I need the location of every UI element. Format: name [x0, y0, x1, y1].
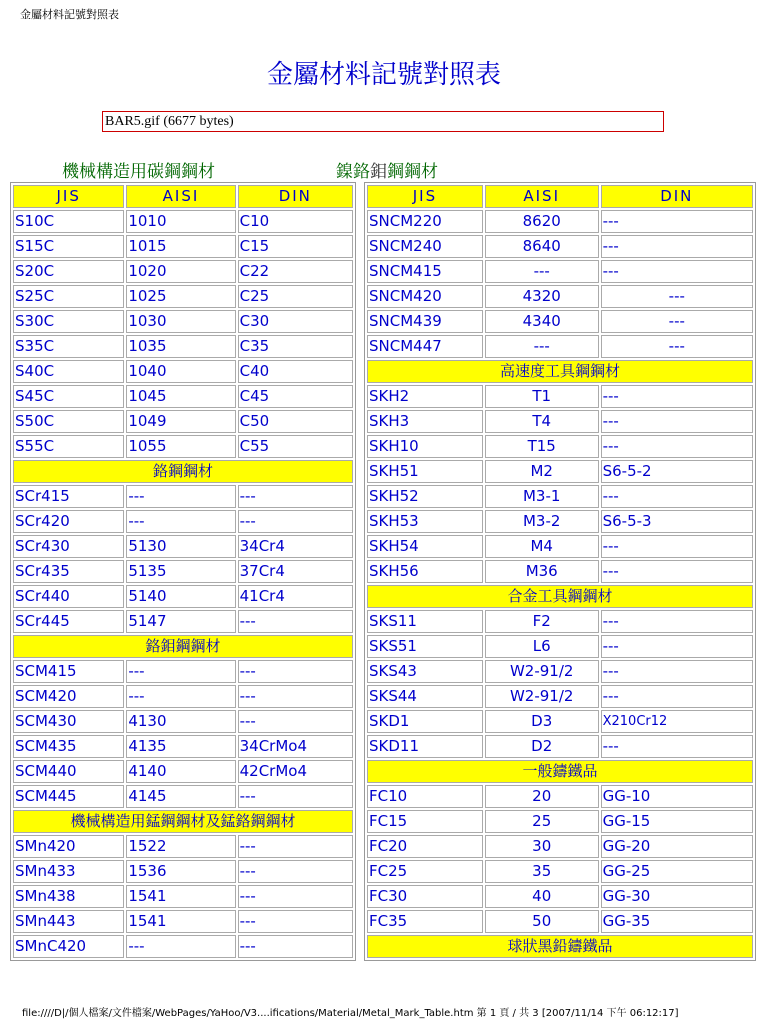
aisi-cell: ---	[126, 685, 235, 708]
column-header: DIN	[238, 185, 353, 208]
table-row	[13, 785, 353, 808]
aisi-cell: 1015	[126, 235, 235, 258]
table-row	[13, 610, 353, 633]
aisi-cell: 1541	[126, 885, 235, 908]
aisi-cell: 8640	[485, 235, 599, 258]
aisi-cell: 1040	[126, 360, 235, 383]
din-cell: C22	[238, 260, 353, 283]
section-header: 合金工具鋼鋼材	[367, 585, 753, 608]
din-cell: ---	[238, 510, 353, 533]
jis-cell: SCM415	[13, 660, 124, 683]
din-cell: ---	[601, 660, 753, 683]
din-cell: ---	[601, 685, 753, 708]
jis-cell: SCr430	[13, 535, 124, 558]
jis-cell: SKD11	[367, 735, 483, 758]
aisi-cell: 1049	[126, 410, 235, 433]
jis-cell: SCM430	[13, 710, 124, 733]
aisi-cell: 1055	[126, 435, 235, 458]
aisi-cell: 20	[485, 785, 599, 808]
din-cell: GG-30	[601, 885, 753, 908]
aisi-cell: 4140	[126, 760, 235, 783]
din-cell: ---	[238, 885, 353, 908]
din-cell: ---	[238, 835, 353, 858]
din-cell: C50	[238, 410, 353, 433]
din-cell: ---	[238, 910, 353, 933]
table-row	[13, 910, 353, 933]
jis-cell: SKH10	[367, 435, 483, 458]
title-part-ni: 鎳	[336, 162, 353, 182]
jis-cell: SKH3	[367, 410, 483, 433]
jis-cell: S40C	[13, 360, 124, 383]
table-header-row	[367, 185, 753, 208]
table-row	[13, 485, 353, 508]
din-cell: C35	[238, 335, 353, 358]
left-section-title: 機械構造用碳鋼鋼材	[62, 162, 215, 182]
din-cell: ---	[601, 385, 753, 408]
aisi-cell: F2	[485, 610, 599, 633]
din-cell: ---	[601, 485, 753, 508]
aisi-cell: 35	[485, 860, 599, 883]
table-row	[13, 435, 353, 458]
aisi-cell: 5135	[126, 560, 235, 583]
din-cell: ---	[601, 410, 753, 433]
jis-cell: SKH2	[367, 385, 483, 408]
aisi-cell: ---	[485, 260, 599, 283]
aisi-cell: ---	[485, 335, 599, 358]
din-cell: X210Cr12	[601, 710, 753, 733]
aisi-cell: M4	[485, 535, 599, 558]
broken-image-placeholder: BAR5.gif (6677 bytes)	[102, 111, 664, 132]
din-cell: C10	[238, 210, 353, 233]
jis-cell: SCM420	[13, 685, 124, 708]
jis-cell: S35C	[13, 335, 124, 358]
table-row	[367, 460, 753, 483]
din-cell: ---	[601, 735, 753, 758]
section-header: 機械構造用錳鋼鋼材及錳鉻鋼鋼材	[13, 810, 353, 833]
jis-cell: S45C	[13, 385, 124, 408]
table-row	[367, 735, 753, 758]
din-cell: 42CrMo4	[238, 760, 353, 783]
aisi-cell: 4135	[126, 735, 235, 758]
jis-cell: S15C	[13, 235, 124, 258]
aisi-cell: 25	[485, 810, 599, 833]
jis-cell: SKD1	[367, 710, 483, 733]
section-header-row	[367, 585, 753, 608]
table-row	[13, 410, 353, 433]
jis-cell: SMn438	[13, 885, 124, 908]
table-row	[367, 660, 753, 683]
aisi-cell: 4145	[126, 785, 235, 808]
din-cell: ---	[601, 635, 753, 658]
jis-cell: SNCM220	[367, 210, 483, 233]
column-header: JIS	[13, 185, 124, 208]
din-cell: ---	[601, 560, 753, 583]
din-cell: C45	[238, 385, 353, 408]
table-row	[13, 685, 353, 708]
din-cell: 34Cr4	[238, 535, 353, 558]
table-row	[367, 635, 753, 658]
jis-cell: S30C	[13, 310, 124, 333]
table-row	[13, 535, 353, 558]
table-row	[367, 910, 753, 933]
section-header: 球狀黑鉛鑄鐵品	[367, 935, 753, 958]
din-cell: ---	[238, 610, 353, 633]
table-row	[367, 610, 753, 633]
jis-cell: SKS44	[367, 685, 483, 708]
aisi-cell: 1010	[126, 210, 235, 233]
din-cell: C30	[238, 310, 353, 333]
section-header: 一般鑄鐵品	[367, 760, 753, 783]
jis-cell: S10C	[13, 210, 124, 233]
section-header-row	[367, 760, 753, 783]
page-title: 金屬材料記號對照表	[266, 60, 501, 90]
jis-cell: SKH52	[367, 485, 483, 508]
aisi-cell: 50	[485, 910, 599, 933]
aisi-cell: M2	[485, 460, 599, 483]
jis-cell: S20C	[13, 260, 124, 283]
table-row	[13, 260, 353, 283]
section-header-row	[367, 935, 753, 958]
table-row	[13, 760, 353, 783]
din-cell: ---	[238, 710, 353, 733]
aisi-cell: 4340	[485, 310, 599, 333]
section-header-row	[13, 810, 353, 833]
aisi-cell: M36	[485, 560, 599, 583]
din-cell: ---	[601, 260, 753, 283]
aisi-cell: D2	[485, 735, 599, 758]
aisi-cell: T4	[485, 410, 599, 433]
jis-cell: FC25	[367, 860, 483, 883]
table-row	[13, 510, 353, 533]
din-cell: GG-20	[601, 835, 753, 858]
jis-cell: FC20	[367, 835, 483, 858]
table-row	[13, 660, 353, 683]
table-row	[367, 235, 753, 258]
table-row	[367, 260, 753, 283]
aisi-cell: 1030	[126, 310, 235, 333]
browser-print-footer: file:////D|/個人檔案/文件檔案/WebPages/YaHoo/V3....ifications/Material/Metal_Mark_Table.htm 第 1 頁 / 共 3 [2007/11/14 下午 06:12:17]	[22, 1008, 679, 1019]
jis-cell: SKH51	[367, 460, 483, 483]
table-row	[367, 785, 753, 808]
jis-cell: SCr420	[13, 510, 124, 533]
aisi-cell: 1020	[126, 260, 235, 283]
jis-cell: SMn433	[13, 860, 124, 883]
aisi-cell: ---	[126, 660, 235, 683]
din-cell: ---	[238, 660, 353, 683]
aisi-cell: T15	[485, 435, 599, 458]
table-header-row	[13, 185, 353, 208]
jis-cell: SCr435	[13, 560, 124, 583]
din-cell: ---	[601, 210, 753, 233]
browser-print-header: 金屬材料記號對照表	[20, 8, 119, 21]
jis-cell: SMn420	[13, 835, 124, 858]
aisi-cell: 1522	[126, 835, 235, 858]
table-row	[367, 510, 753, 533]
jis-cell: SNCM240	[367, 235, 483, 258]
table-row	[367, 410, 753, 433]
jis-cell: SNCM439	[367, 310, 483, 333]
table-row	[13, 835, 353, 858]
din-cell: ---	[601, 535, 753, 558]
jis-cell: SNCM415	[367, 260, 483, 283]
table-row	[13, 210, 353, 233]
din-cell: ---	[238, 485, 353, 508]
din-cell: ---	[238, 685, 353, 708]
jis-cell: SKH56	[367, 560, 483, 583]
aisi-cell: 1536	[126, 860, 235, 883]
aisi-cell: 1045	[126, 385, 235, 408]
section-header-row	[13, 635, 353, 658]
aisi-cell: ---	[126, 485, 235, 508]
jis-cell: SCM435	[13, 735, 124, 758]
aisi-cell: 1541	[126, 910, 235, 933]
table-row	[367, 335, 753, 358]
table-row	[13, 560, 353, 583]
right-comparison-table	[364, 182, 756, 961]
din-cell: ---	[238, 935, 353, 958]
table-row	[367, 710, 753, 733]
table-row	[13, 935, 353, 958]
title-part-cr: 鉻	[353, 162, 370, 182]
right-section-title	[336, 157, 438, 182]
din-cell: ---	[238, 860, 353, 883]
aisi-cell: 8620	[485, 210, 599, 233]
din-cell: ---	[601, 285, 753, 308]
din-cell: GG-10	[601, 785, 753, 808]
aisi-cell: 5140	[126, 585, 235, 608]
aisi-cell: W2-91/2	[485, 660, 599, 683]
column-header: DIN	[601, 185, 753, 208]
din-cell: ---	[238, 785, 353, 808]
jis-cell: SCr440	[13, 585, 124, 608]
table-row	[13, 235, 353, 258]
table-row	[13, 310, 353, 333]
jis-cell: S55C	[13, 435, 124, 458]
table-row	[13, 710, 353, 733]
table-row	[13, 360, 353, 383]
table-row	[367, 285, 753, 308]
jis-cell: SCM445	[13, 785, 124, 808]
table-row	[367, 485, 753, 508]
jis-cell: SKS43	[367, 660, 483, 683]
aisi-cell: 40	[485, 885, 599, 908]
table-row	[13, 385, 353, 408]
din-cell: C25	[238, 285, 353, 308]
title-part-mo: 鉬	[370, 162, 387, 182]
table-row	[367, 885, 753, 908]
table-row	[367, 310, 753, 333]
aisi-cell: ---	[126, 510, 235, 533]
column-header: JIS	[367, 185, 483, 208]
din-cell: 34CrMo4	[238, 735, 353, 758]
table-row	[13, 860, 353, 883]
table-row	[367, 860, 753, 883]
aisi-cell: 30	[485, 835, 599, 858]
din-cell: C55	[238, 435, 353, 458]
din-cell: C40	[238, 360, 353, 383]
aisi-cell: 1025	[126, 285, 235, 308]
jis-cell: SKS51	[367, 635, 483, 658]
jis-cell: SKH53	[367, 510, 483, 533]
table-row	[367, 560, 753, 583]
din-cell: ---	[601, 435, 753, 458]
section-header: 鉻鉬鋼鋼材	[13, 635, 353, 658]
din-cell: ---	[601, 310, 753, 333]
section-header: 鉻鋼鋼材	[13, 460, 353, 483]
table-row	[367, 835, 753, 858]
section-header: 高速度工具鋼鋼材	[367, 360, 753, 383]
din-cell: ---	[601, 335, 753, 358]
jis-cell: FC15	[367, 810, 483, 833]
table-row	[367, 535, 753, 558]
aisi-cell: ---	[126, 935, 235, 958]
din-cell: S6-5-2	[601, 460, 753, 483]
jis-cell: FC35	[367, 910, 483, 933]
jis-cell: SNCM420	[367, 285, 483, 308]
table-row	[367, 685, 753, 708]
din-cell: ---	[601, 610, 753, 633]
column-header: AISI	[485, 185, 599, 208]
jis-cell: SCr415	[13, 485, 124, 508]
din-cell: GG-25	[601, 860, 753, 883]
table-row	[367, 810, 753, 833]
din-cell: 37Cr4	[238, 560, 353, 583]
din-cell: S6-5-3	[601, 510, 753, 533]
table-row	[13, 585, 353, 608]
aisi-cell: M3-2	[485, 510, 599, 533]
aisi-cell: D3	[485, 710, 599, 733]
jis-cell: SKH54	[367, 535, 483, 558]
aisi-cell: L6	[485, 635, 599, 658]
din-cell: GG-35	[601, 910, 753, 933]
aisi-cell: 4320	[485, 285, 599, 308]
jis-cell: SMnC420	[13, 935, 124, 958]
jis-cell: FC30	[367, 885, 483, 908]
table-row	[13, 735, 353, 758]
left-comparison-table	[10, 182, 356, 961]
din-cell: ---	[601, 235, 753, 258]
jis-cell: SCM440	[13, 760, 124, 783]
aisi-cell: 4130	[126, 710, 235, 733]
section-header-row	[13, 460, 353, 483]
aisi-cell: W2-91/2	[485, 685, 599, 708]
aisi-cell: 1035	[126, 335, 235, 358]
jis-cell: SKS11	[367, 610, 483, 633]
aisi-cell: M3-1	[485, 485, 599, 508]
table-row	[13, 885, 353, 908]
jis-cell: S25C	[13, 285, 124, 308]
column-header: AISI	[126, 185, 235, 208]
aisi-cell: 5130	[126, 535, 235, 558]
aisi-cell: 5147	[126, 610, 235, 633]
jis-cell: S50C	[13, 410, 124, 433]
jis-cell: SMn443	[13, 910, 124, 933]
table-row	[367, 435, 753, 458]
aisi-cell: T1	[485, 385, 599, 408]
table-row	[367, 210, 753, 233]
table-row	[13, 335, 353, 358]
jis-cell: FC10	[367, 785, 483, 808]
din-cell: C15	[238, 235, 353, 258]
jis-cell: SNCM447	[367, 335, 483, 358]
din-cell: GG-15	[601, 810, 753, 833]
table-row	[13, 285, 353, 308]
title-part-steel: 鋼鋼材	[387, 162, 438, 182]
section-header-row	[367, 360, 753, 383]
table-row	[367, 385, 753, 408]
din-cell: 41Cr4	[238, 585, 353, 608]
jis-cell: SCr445	[13, 610, 124, 633]
